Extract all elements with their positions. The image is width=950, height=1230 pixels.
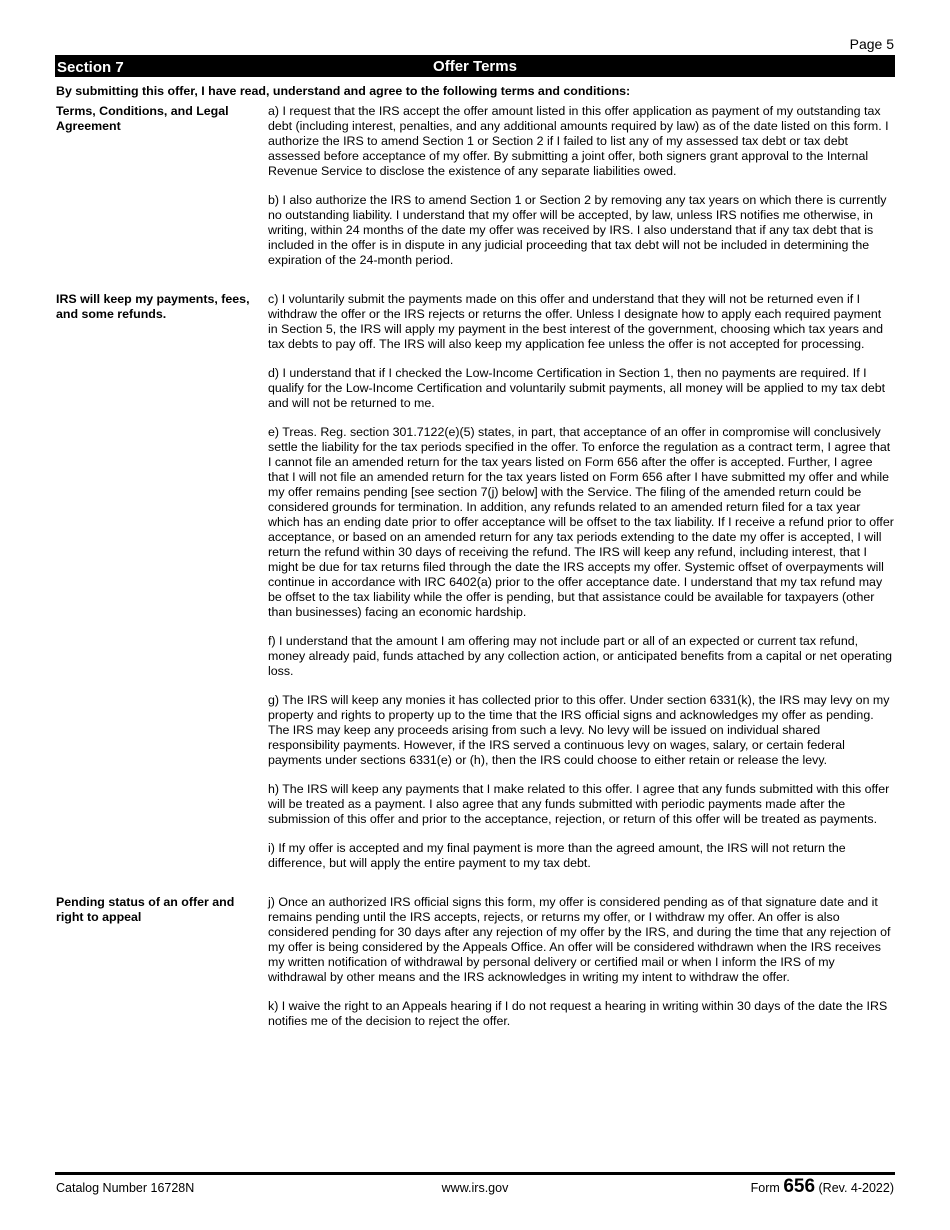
term-paragraph-d: d) I understand that if I checked the Low-Income Certification in Section 1, then no payments are required. If I qualify for the Low-Income Certification and voluntarily submit payments, all money will be applied to my tax debt and will not be returned to me. [268,366,886,410]
page-number: Page 5 [849,36,894,52]
website-link: www.irs.gov [441,1181,509,1195]
form-identifier [751,1176,894,1198]
section-title: Offer Terms [433,58,517,75]
term-paragraph-i: i) If my offer is accepted and my final payment is more than the agreed amount, the IRS will not return the difference, but will apply the entire payment to my tax debt. [268,841,846,870]
group-paragraphs [268,895,894,1043]
term-paragraph-a: a) I request that the IRS accept the offer amount listed in this offer application as payment of my outstanding tax debt (including interest, penalties, and any additional amounts required by law) as of the date listed on this form. I authorize the IRS to amend Section 1 or Section 2 if I failed to list any of my assessed tax debt or tax debt assessed before acceptance of my offer. By submitting a joint offer, both signers grant approval to the Internal Revenue Service to disclose the existence of any separate liabilities owed. [268,104,889,178]
term-paragraph-j: j) Once an authorized IRS official signs this form, my offer is considered pending as of that signature date and it remains pending until the IRS accepts, rejects, or returns my offer, or I withdraw my offer. An offer is also considered pending for 30 days after any rejection of my offer by the IRS, and during the time that any rejection of my offer is being considered by the Appeals Office. An offer will be considered withdrawn when the IRS receives my written notification of withdrawal by personal delivery or certified mail or when I inform the IRS of my withdrawal by other means and the IRS acknowledges in writing my intent to withdraw the offer. [268,895,891,984]
terms-group-payments-fees-refunds [56,292,894,885]
group-label: Terms, Conditions, and Legal Agreement [56,104,229,133]
term-paragraph-h: h) The IRS will keep any payments that I make related to this offer. I agree that any funds submitted with this offer will be treated as a payment. I also agree that any funds submitted with periodic payments made after the submission of this offer and prior to the acceptance, rejection, or return of this offer will be treated as payments. [268,782,890,826]
catalog-number: Catalog Number 16728N [56,1181,195,1195]
term-paragraph-f: f) I understand that the amount I am offering may not include part or all of an expected or current tax refund, money already paid, funds attached by any collection action, or anticipated benefits from a capital or net operating loss. [268,634,893,678]
form-number: 656 [783,1176,816,1197]
section-label: Section 7 [57,59,124,76]
intro-statement: By submitting this offer, I have read, understand and agree to the following terms and conditions: [56,84,631,98]
term-paragraph-e: e) Treas. Reg. section 301.7122(e)(5) states, in part, that acceptance of an offer in compromise will conclusively settle the liability for the tax periods specified in the offer. To enforce the regulation as a contract term, I agree that I cannot file an amended return for the tax years listed on Form 656 after the offer is accepted. Further, I agree that I will not file an amended return for the tax years listed on Form 656 after I have submitted my offer and while my offer remains pending [see section 7(j) below] with the Service. The filing of the amended return could be considered grounds for termination. In addition, any refunds related to an amended return filed for a tax year which has an ending date prior to offer acceptance will be offset to the tax liability. If I receive a refund prior to offer acceptance, or based on an amended return for any tax periods extending to the date my offer is accepted, I will return the refund within 30 days of receiving the refund. The IRS will keep any refund, including interest, that I might be due for tax returns filed through the date the IRS accepts my offer. Systemic offset of overpayments will continue in accordance with IRC 6402(a) prior to the offer acceptance date. I understand that my tax refund may be offset to the tax liability while the offer is pending, but that assistance could be available for taxpayers (other than businesses) facing an economic hardship. [268,425,894,619]
group-label: IRS will keep my payments, fees, and some refunds. [56,292,250,321]
form-prefix: Form [750,1181,780,1195]
footer-divider [55,1172,895,1175]
group-label: Pending status of an offer and right to appeal [56,895,235,924]
form-revision: (Rev. 4-2022) [818,1181,894,1195]
term-paragraph-k: k) I waive the right to an Appeals hearing if I do not request a hearing in writing within 30 days of the date the IRS notifies me of the decision to reject the offer. [268,999,888,1028]
terms-group-pending-status-appeal [56,895,894,1043]
offer-terms-content [56,104,894,1053]
section-header-bar [55,55,895,77]
terms-group-legal-agreement [56,104,894,282]
term-paragraph-g: g) The IRS will keep any monies it has collected prior to this offer. Under section 6331(k), the IRS may levy on my property and rights to property up to the time that the IRS official signs and acknowledges my offer as pending. The IRS may keep any proceeds arising from such a levy. No levy will be issued on individual shared responsibility payments. However, if the IRS served a continuous levy on wages, salary, or certain federal payments under sections 6331(e) or (h), then the IRS could choose to either retain or release the levy. [268,693,890,767]
term-paragraph-c: c) I voluntarily submit the payments made on this offer and understand that they will not be returned even if I withdraw the offer or the IRS rejects or returns the offer. Unless I designate how to apply each required payment in Section 5, the IRS will apply my payment in the best interest of the government, choosing which tax years and tax debts to pay off. The IRS will also keep my application fee unless the offer is not accepted for processing. [268,292,884,351]
group-paragraphs [268,104,894,282]
group-paragraphs [268,292,894,885]
term-paragraph-b: b) I also authorize the IRS to amend Section 1 or Section 2 by removing any tax years on which there is currently no outstanding liability. I understand that my offer will be accepted, by law, unless IRS notifies me otherwise, in writing, within 24 months of the date my offer was received by IRS. I also understand that if any tax debt that is included in the offer is in dispute in any judicial proceeding that tax debt will not be included in determining the expiration of the 24-month period. [268,193,887,267]
